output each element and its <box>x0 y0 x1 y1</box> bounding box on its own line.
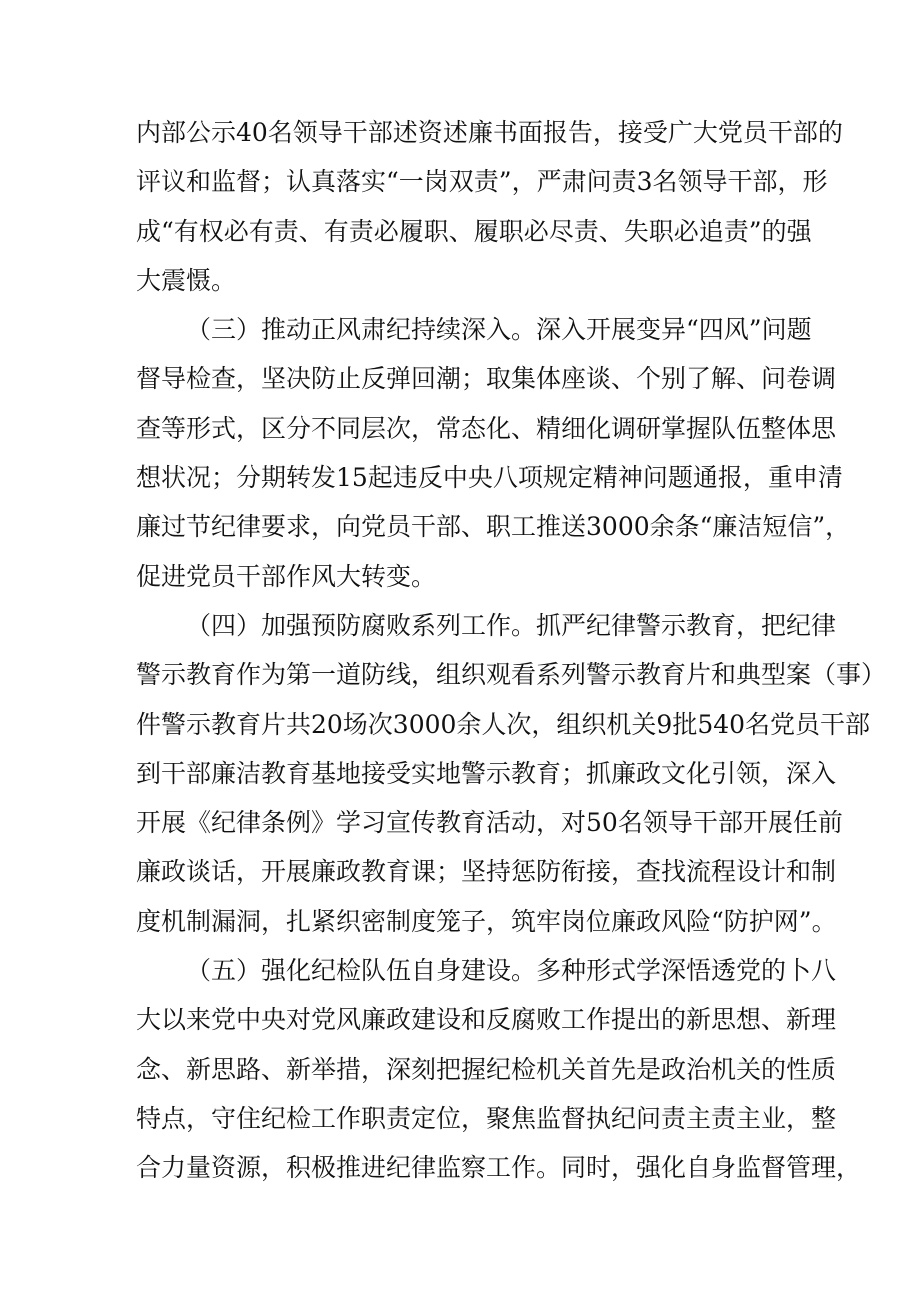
text-line: 开展《纪律条例》学习宣传教育活动，对50名领导干部开展任前 <box>136 808 843 838</box>
text-line: 件警示教育片共20场次3000余人次，组织机关9批540名党员干部 <box>136 709 871 739</box>
text-line: 大震慑。 <box>136 265 237 295</box>
text-line: 廉政谈话，开展廉政教育课；坚持惩防衔接，查找流程设计和制 <box>136 857 837 887</box>
text-line: 督导检查，坚决防止反弹回潮；取集体座谈、个别了解、问卷调 <box>136 364 837 394</box>
text-line: （四）加强预防腐败系列工作。抓严纪律警示教育，把纪律 <box>186 610 837 640</box>
text-line: 念、新思路、新举措，深刻把握纪检机关首先是政治机关的性质 <box>136 1054 837 1084</box>
text-line: 廉过节纪律要求，向党员干部、职工推送3000余条“廉洁短信”， <box>136 512 851 542</box>
text-line: 警示教育作为第一道防线，组织观看系列警示教育片和典型案（事） <box>136 660 887 690</box>
text-line: 大以来党中央对党风廉政建设和反腐败工作提出的新思想、新理 <box>136 1005 837 1035</box>
text-line: 评议和监督；认真落实“一岗双责”，严肃问责3名领导干部，形 <box>136 167 828 197</box>
text-line: 到干部廉洁教育基地接受实地警示教育；抓廉政文化引领，深入 <box>136 758 837 788</box>
text-line: 成“有权必有责、有责必履职、履职必尽责、失职必追责”的强 <box>136 216 812 246</box>
document-body <box>136 108 887 1193</box>
text-line: 内部公示40名领导干部述资述廉书面报告，接受广大党员干部的 <box>136 118 843 147</box>
text-line: （三）推动正风肃纪持续深入。深入开展变异“四风”问题 <box>186 315 812 345</box>
text-line: （五）强化纪检队伍自身建设。多种形式学深悟透党的卜八 <box>186 956 837 986</box>
text-line: 促进党员干部作风大转变。 <box>136 561 437 591</box>
text-line: 度机制漏洞，扎紧织密制度笼子，筑牢岗位廉政风险“防护网”。 <box>136 906 837 936</box>
text-line: 查等形式，区分不同层次，常态化、精细化调研掌握队伍整体思 <box>136 413 837 443</box>
text-line: 想状况；分期转发15起违反中央八项规定精神问题通报，重申清 <box>136 463 843 493</box>
text-line: 合力量资源，积极推进纪律监察工作。同时，强化自身监督管理， <box>136 1153 862 1183</box>
text-line: 特点，守住纪检工作职责定位，聚焦监督执纪问责主责主业，整 <box>136 1103 837 1133</box>
